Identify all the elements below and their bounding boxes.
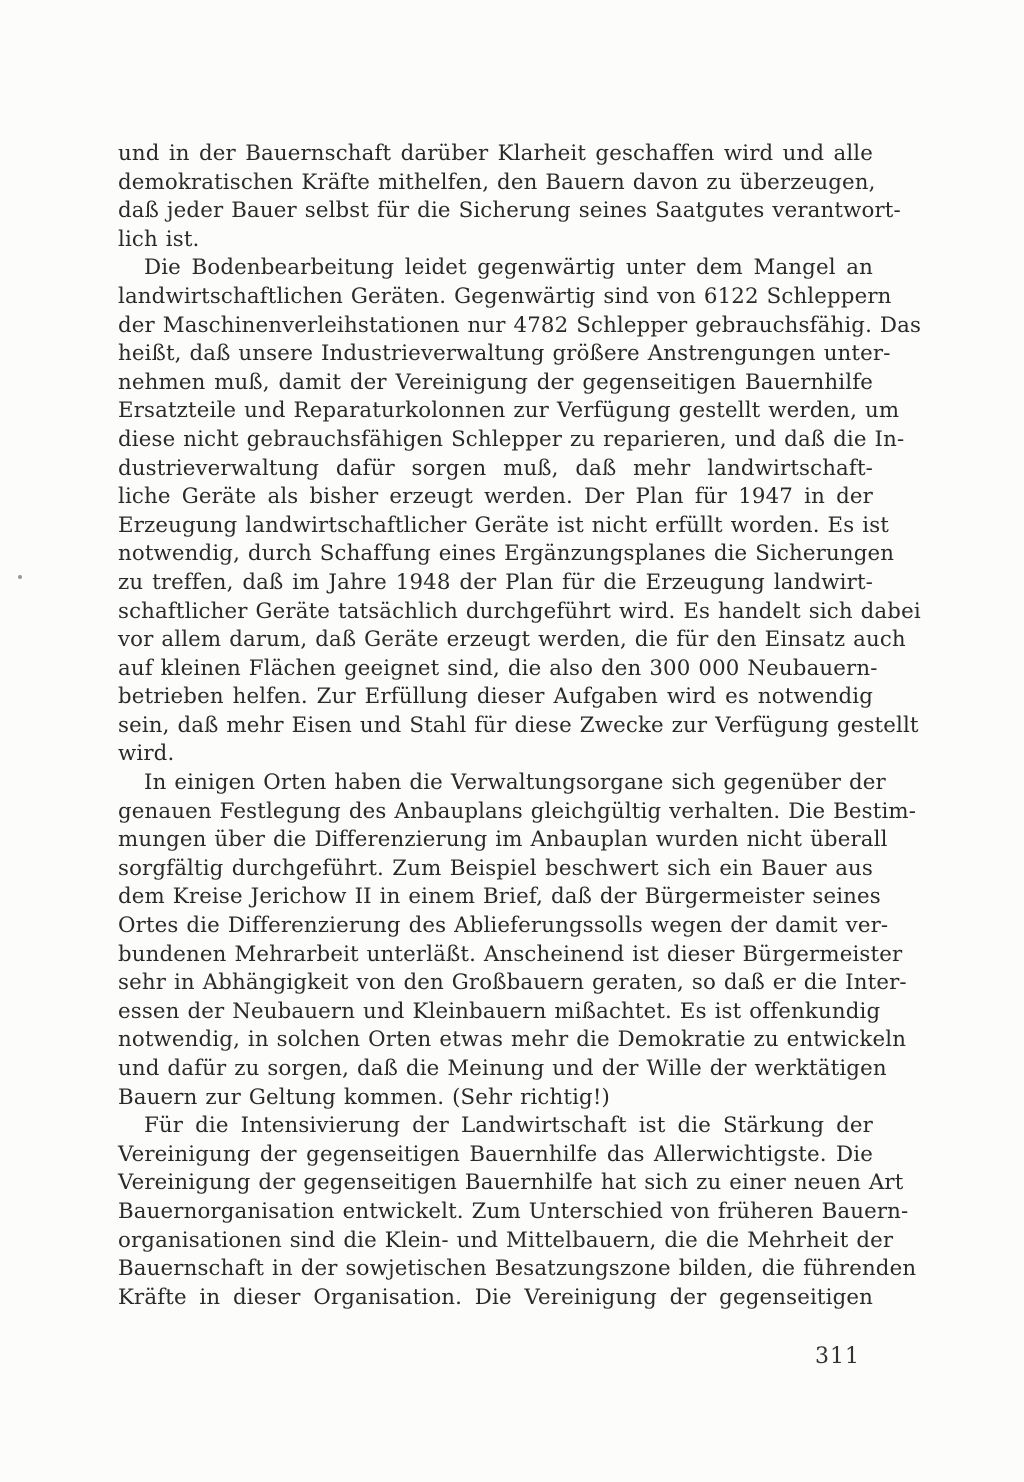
text-line: notwendig, durch Schaffung eines Ergänzungsplanes die Sicherungen (118, 541, 895, 567)
text-line: Ersatzteile und Reparaturkolonnen zur Verfügung gestellt werden, um (118, 398, 900, 424)
text-line: und dafür zu sorgen, daß die Meinung und der Wille der werktätigen (118, 1056, 887, 1081)
paragraph (118, 140, 901, 254)
text-line: bundenen Mehrarbeit unterläßt. Anscheinend ist dieser Bürgermeister (118, 941, 903, 967)
text-line: sorgfältig durchgeführt. Zum Beispiel beschwert sich ein Bauer aus (118, 855, 873, 881)
paragraph (118, 1112, 917, 1312)
text-line: In einigen Orten haben die Verwaltungsorgane sich gegenüber der (144, 770, 886, 796)
text-line: dem Kreise Jerichow II in einem Brief, daß der Bürgermeister seines (118, 884, 881, 910)
text-line: liche Geräte als bisher erzeugt werden. Der Plan für 1947 in der (118, 484, 873, 510)
text-line: sehr in Abhängigkeit von den Großbauern geraten, so daß er die Inter- (118, 970, 907, 996)
text-line: Bauernorganisation entwickelt. Zum Unterschied von früheren Bauern- (118, 1198, 909, 1224)
text-line: Erzeugung landwirtschaftlicher Geräte ist nicht erfüllt worden. Es ist (118, 512, 889, 538)
text-line: diese nicht gebrauchsfähigen Schlepper zu reparieren, und daß die In- (118, 426, 905, 452)
text-line: Bauern zur Geltung kommen. (Sehr richtig!) (118, 1084, 610, 1110)
text-line: sein, daß mehr Eisen und Stahl für diese Zwecke zur Verfügung gestellt (118, 712, 919, 738)
text-line: Vereinigung der gegenseitigen Bauernhilfe das Allerwichtigste. Die (118, 1141, 873, 1167)
paragraph (118, 254, 922, 769)
text-line: lich ist. (118, 226, 200, 252)
text-line: Vereinigung der gegenseitigen Bauernhilfe hat sich zu einer neuen Art (118, 1170, 904, 1196)
paragraph (118, 769, 917, 1112)
text-line: betrieben helfen. Zur Erfüllung dieser Aufgaben wird es notwendig (118, 684, 873, 710)
text-line: heißt, daß unsere Industrieverwaltung größere Anstrengungen unter- (118, 341, 891, 367)
scan-speck (18, 575, 22, 579)
text-line: schaftlicher Geräte tatsächlich durchgeführt wird. Es handelt sich dabei (118, 598, 921, 624)
text-line: der Maschinenverleihstationen nur 4782 Schlepper gebrauchsfähig. Das (118, 312, 922, 338)
text-line: demokratischen Kräfte mithelfen, den Bauern davon zu überzeugen, (118, 169, 876, 195)
text-line: Für die Intensivierung der Landwirtschaft ist die Stärkung der (144, 1113, 873, 1139)
text-line: essen der Neubauern und Kleinbauern mißachtet. Es ist offenkundig (118, 998, 881, 1024)
text-line: Kräfte in dieser Organisation. Die Vereinigung der gegenseitigen (118, 1284, 873, 1310)
text-line: notwendig, in solchen Orten etwas mehr die Demokratie zu entwickeln (118, 1027, 907, 1053)
text-line: Ortes die Differenzierung des Ablieferungssolls wegen der damit ver- (118, 913, 889, 939)
text-line: dustrieverwaltung dafür sorgen muß, daß mehr landwirtschaft- (118, 455, 873, 481)
text-line: genauen Festlegung des Anbauplans gleichgültig verhalten. Die Bestim- (118, 798, 917, 824)
text-line: vor allem darum, daß Geräte erzeugt werden, die für den Einsatz auch (118, 627, 906, 653)
text-line: auf kleinen Flächen geeignet sind, die also den 300 000 Neubauern- (118, 655, 878, 681)
text-line: und in der Bauernschaft darüber Klarheit geschaffen wird und alle (118, 141, 873, 166)
text-line: zu treffen, daß im Jahre 1948 der Plan für die Erzeugung landwirt- (118, 569, 873, 595)
text-line: wird. (118, 741, 175, 767)
text-line: mungen über die Differenzierung im Anbauplan wurden nicht überall (118, 827, 888, 853)
page-number: 311 (815, 1344, 860, 1369)
text-line: organisationen sind die Klein- und Mittelbauern, die die Mehrheit der (118, 1227, 894, 1253)
text-line: Bauernschaft in der sowjetischen Besatzungszone bilden, die führenden (118, 1256, 917, 1282)
text-line: Die Bodenbearbeitung leidet gegenwärtig unter dem Mangel an (144, 255, 873, 281)
body-text (118, 140, 922, 1312)
text-line: daß jeder Bauer selbst für die Sicherung seines Saatgutes verantwort- (118, 198, 901, 224)
text-line: nehmen muß, damit der Vereinigung der gegenseitigen Bauernhilfe (118, 369, 873, 395)
text-line: landwirtschaftlichen Geräten. Gegenwärtig sind von 6122 Schleppern (118, 283, 892, 309)
